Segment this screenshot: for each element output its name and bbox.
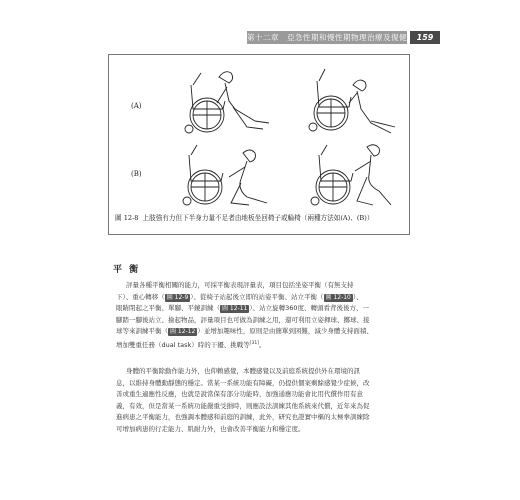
paragraph-line: 評量各種平衡相關的能力，可採平衡表現評量表，項目包括坐姿平衡（有無支持	[126, 281, 354, 289]
figure-ref[interactable]: 圖 12-9	[166, 293, 189, 301]
illustration-a2	[291, 63, 403, 139]
paragraph-line: 息，以維持身體動靜態的穩定。當某一系統功能有障礙，仍提供個案剩餘感覺少症候，改	[116, 378, 370, 387]
figure-ref[interactable]: 圖 12-10	[325, 293, 351, 301]
row-label-b: (B)	[131, 170, 142, 178]
paragraph-line: 眼睛閉起之平衡、單腳、平鏡訓練（ 圖 12-11 ）、站立旋轉360度、轉頭看背後後方、一	[116, 304, 370, 313]
paragraph-line: 下）、重心轉移（ 圖 12-9 ）、從椅子站起後立即的站姿平衡、站立平衡（ 圖 12-10 ）、	[116, 292, 363, 301]
paragraph-line: 善或重生適應性反應，也就是說當保有部分功能時，加強通應功能會比用代償作用有意	[116, 390, 363, 399]
figure-ref[interactable]: 圖 12-12	[170, 328, 196, 336]
illustration-a1	[171, 65, 281, 137]
figure-ref[interactable]: 圖 12-11	[222, 305, 248, 313]
illustration-b1	[171, 143, 283, 213]
paragraph-line: 腳踏一腳後站立、撿起物品，評量項目也可做為訓練之用，還可利用立姿揮球、擲球、接	[116, 315, 370, 324]
row-label-a: (A)	[131, 102, 142, 110]
section-title: 平 衡	[113, 265, 141, 275]
paragraph-line: 進病患之平衡能力，也強調本體感和前庭的訓練，此外，研究也證實中樞的太極拳訓練除	[116, 413, 370, 422]
figure-number: 圖 12-8	[115, 214, 139, 222]
illustration-b2	[293, 143, 405, 213]
page-number: 159	[410, 31, 440, 44]
figure-12-8	[108, 54, 410, 235]
paragraph-line: 身體的平衡除動作能力外，也仰賴感覺，本體感覺以及前庭系統提供外在環境的訊	[126, 367, 360, 375]
paragraph-line: 球等來訓練平衡（ 圖 12-12 ）並增加趣味性，原則是由簡單到困難，減少身體支持面積、	[116, 327, 373, 336]
paragraph-balance-assessment	[116, 280, 414, 352]
paragraph-line: 可增加病患的行走能力、肌耐力外，也會改善平衡能力和穩定度。	[116, 424, 305, 433]
running-header-chapter: 第十二章 亞急性期和慢性期物理治療及復健	[247, 33, 407, 42]
figure-caption	[115, 213, 405, 223]
paragraph-sensory-balance	[116, 366, 414, 436]
figure-caption-text: 上肢強有力但下半身力量不足者由地板坐回椅子或輪椅（兩種方法如(A)、(B)）	[142, 214, 374, 222]
paragraph-line: 義，有效，但是當某一系統功能嚴重受損時，則應設法訓練其他系統來代償，近年來為促	[116, 401, 370, 410]
citation: [31]	[249, 340, 260, 346]
paragraph-line: 增加雙重任務（dual task）時的干擾、挑戰等[31]。	[116, 340, 266, 350]
